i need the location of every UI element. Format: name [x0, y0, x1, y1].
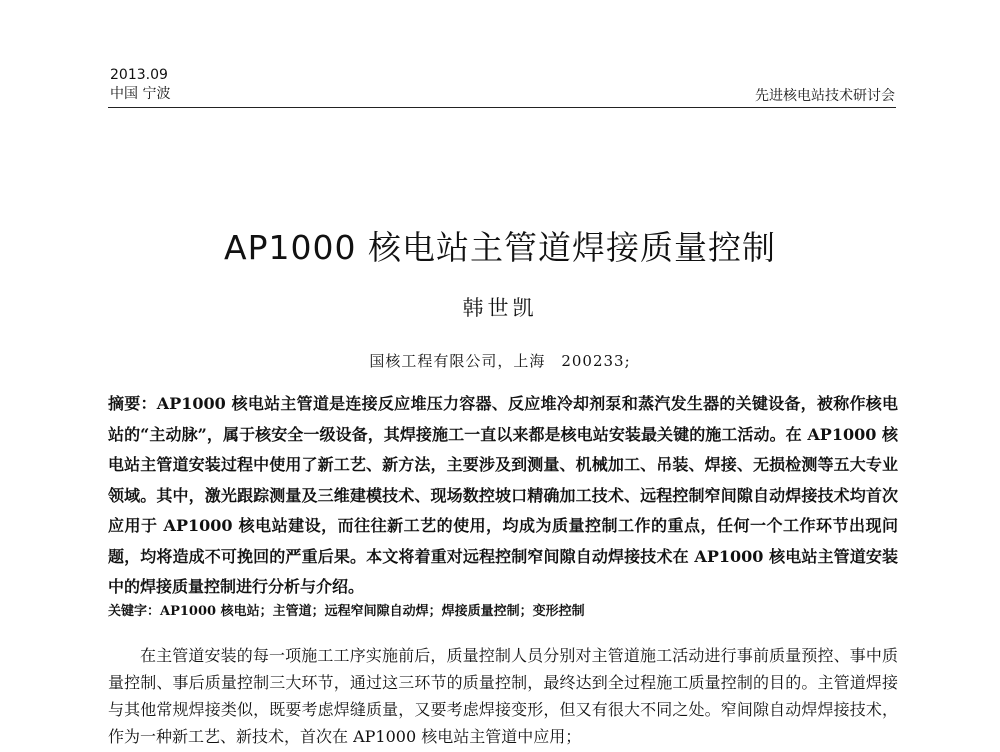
header-rule: [108, 107, 896, 108]
header-location: 中国 宁波: [110, 86, 171, 102]
keywords-label: 关键字：: [108, 604, 161, 619]
header-date: 2013.09: [110, 67, 168, 83]
abstract-label: 摘要：: [108, 394, 157, 413]
header-meta: [110, 66, 170, 104]
paper-affiliation: 国核工程有限公司，上海 200233;: [369, 352, 631, 370]
header-conference: 先进核电站技术研讨会: [755, 88, 895, 104]
keywords: [108, 600, 898, 619]
paper-author: 韩世凯: [462, 296, 538, 320]
body-paragraph: 在主管道安装的每一项施工工序实施前后，质量控制人员分别对主管道施工活动进行事前质量预控、事中质量控制、事后质量控制三大环节，通过这三环节的质量控制，最终达到全过程施工质量控制的目的。主管道焊接与其他常规焊接类似，既要考虑焊缝质量，又要考虑焊接变形，但又有很大不同之处。窄间隙自动焊焊接技术，作为一种新工艺、新技术，首次在 AP1000 核电站主管道中应用；: [108, 646, 898, 746]
abstract: [108, 389, 898, 603]
paper-title: AP1000 核电站主管道焊接质量控制: [224, 228, 776, 267]
keywords-text: AP1000 核电站；主管道；远程窄间隙自动焊；焊接质量控制；变形控制: [160, 604, 585, 619]
abstract-text: AP1000 核电站主管道是连接反应堆压力容器、反应堆冷却剂泵和蒸汽发生器的关键设备，被称作核电站的“主动脉”，属于核安全一级设备，其焊接施工一直以来都是核电站安装最关键的施工活动。在 AP1000 核电站主管道安装过程中使用了新工艺、新方法，主要涉及到测量、机械加工、吊装、焊接、无损检测等五大专业领域。其中，激光跟踪测量及三维建模技术、现场数控坡口精确加工技术、远程控制窄间隙自动焊接技术均首次应用于 AP1000 核电站建设，而往往新工艺的使用，均成为质量控制工作的重点，任何一个工作环节出现问题，均将造成不可挽回的严重后果。本文将着重对远程控制窄间隙自动焊接技术在 AP1000 核电站主管道安装中的焊接质量控制进行分析与介绍。: [108, 394, 898, 596]
